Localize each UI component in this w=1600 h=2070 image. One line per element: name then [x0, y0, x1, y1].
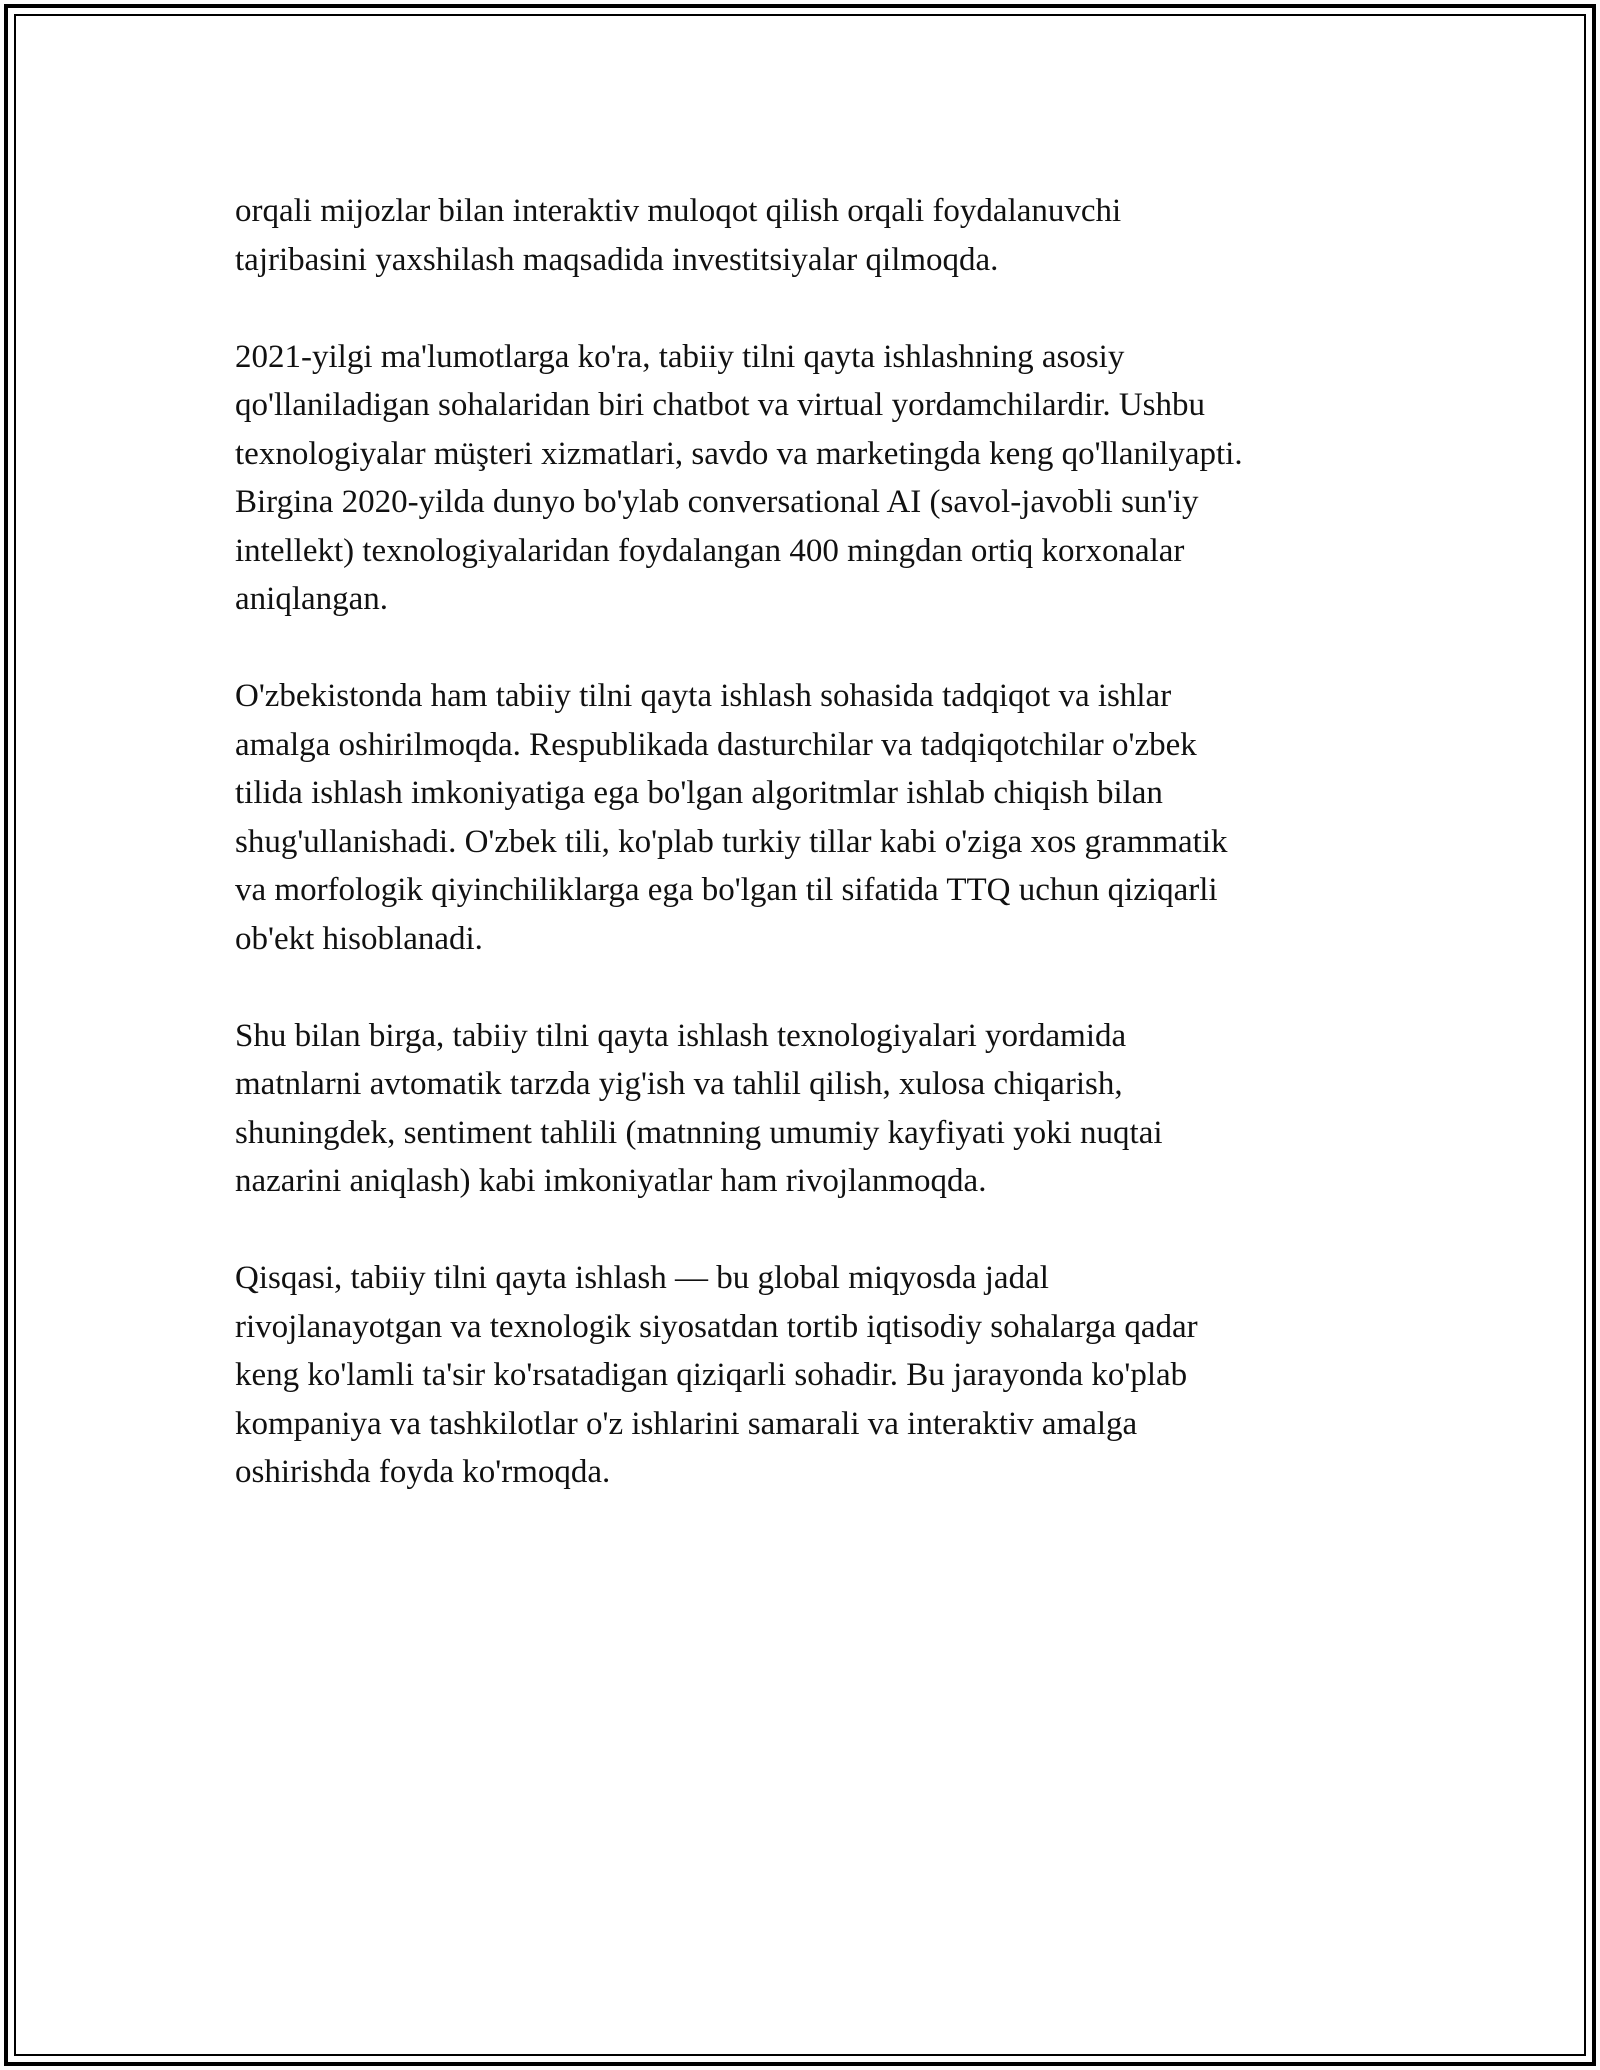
text-line: amalga oshirilmoqda. Respublikada dasturchilar va tadqiqotchilar o'zbek [235, 726, 1197, 763]
text-line: oshirishda foyda ko'rmoqda. [235, 1454, 611, 1490]
paragraph-3 [235, 672, 1380, 963]
paragraph-2 [235, 333, 1380, 624]
text-line: va morfologik qiyinchiliklarga ega bo'lgan til sifatida TTQ uchun qiziqarli [235, 872, 1218, 908]
text-line: tajribasini yaxshilash maqsadida investitsiyalar qilmoqda. [235, 241, 999, 278]
text-line: tilida ishlash imkoniyatiga ega bo'lgan algoritmlar ishlab chiqish bilan [235, 775, 1163, 811]
document-body [235, 187, 1380, 1545]
text-line: 2021-yilgi ma'lumotlarga ko'ra, tabiiy tilni qayta ishlashning asosiy [235, 338, 1125, 375]
text-line: orqali mijozlar bilan interaktiv muloqot qilish orqali foydalanuvchi [235, 193, 1122, 229]
paragraph-1 [235, 187, 1380, 284]
paragraph-5 [235, 1254, 1380, 1497]
text-line: ob'ekt hisoblanadi. [235, 920, 483, 957]
text-line: O'zbekistonda ham tabiiy tilni qayta ishlash sohasida tadqiqot va ishlar [235, 678, 1172, 714]
text-line: texnologiyalar müşteri xizmatlari, savdo va marketingda keng qo'llanilyapti. [235, 435, 1243, 472]
text-line: Shu bilan birga, tabiiy tilni qayta ishlash texnologiyalari yordamida [235, 1017, 1127, 1054]
text-line: aniqlangan. [235, 581, 389, 617]
text-line: intellekt) texnologiyalaridan foydalangan 400 mingdan ortiq korxonalar [235, 532, 1185, 569]
paragraph-4 [235, 1012, 1380, 1206]
text-line: Birgina 2020-yilda dunyo bo'ylab conversational AI (savol-javobli sun'iy [235, 484, 1199, 520]
text-line: shuningdek, sentiment tahlili (matnning umumiy kayfiyati yoki nuqtai [235, 1114, 1163, 1151]
text-line: kompaniya va tashkilotlar o'z ishlarini samarali va interaktiv amalga [235, 1405, 1138, 1442]
text-line: qo'llaniladigan sohalaridan biri chatbot va virtual yordamchilardir. Ushbu [235, 387, 1206, 423]
text-line: nazarini aniqlash) kabi imkoniyatlar ham rivojlanmoqda. [235, 1163, 987, 1199]
text-line: Qisqasi, tabiiy tilni qayta ishlash — bu global miqyosda jadal [235, 1260, 1049, 1296]
text-line: keng ko'lamli ta'sir ko'rsatadigan qiziqarli sohadir. Bu jarayonda ko'plab [235, 1357, 1188, 1393]
text-line: rivojlanayotgan va texnologik siyosatdan tortib iqtisodiy sohalarga qadar [235, 1308, 1198, 1345]
text-line: matnlarni avtomatik tarzda yig'ish va tahlil qilish, xulosa chiqarish, [235, 1066, 1123, 1102]
text-line: shug'ullanishadi. O'zbek tili, ko'plab turkiy tillar kabi o'ziga xos grammatik [235, 823, 1228, 860]
